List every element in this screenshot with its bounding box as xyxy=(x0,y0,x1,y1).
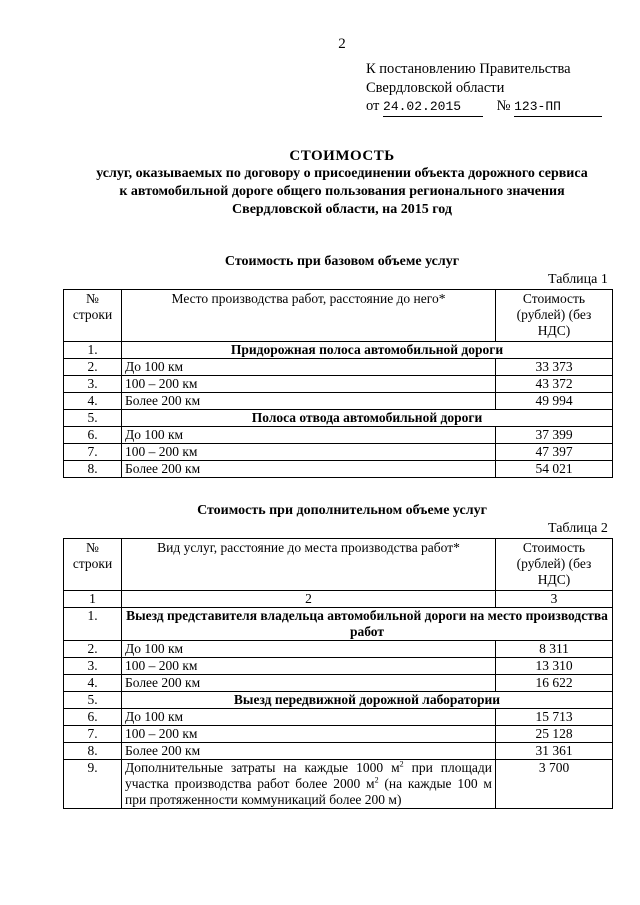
section-row xyxy=(64,342,613,359)
table-row xyxy=(64,359,613,376)
document-title xyxy=(52,148,632,219)
row-name: До 100 км xyxy=(122,427,496,444)
row9-text-b: при площади участка производства работ более 2000 м xyxy=(125,760,492,791)
row-value: 8 311 xyxy=(496,641,613,658)
section-title: Придорожная полоса автомобильной дороги xyxy=(122,342,613,359)
table-row xyxy=(64,760,613,809)
table-row xyxy=(64,658,613,675)
row-number: 3. xyxy=(64,376,122,393)
section-row xyxy=(64,410,613,427)
t2-index-1: 1 xyxy=(64,591,122,608)
section-title: Выезд передвижной дорожной лаборатории xyxy=(122,692,613,709)
section-title: Выезд представителя владельца автомобильной дороги на место производства работ xyxy=(122,608,613,641)
title-line-2: к автомобильной дороге общего пользования регионального значения xyxy=(119,184,565,199)
table2-label: Таблица 2 xyxy=(548,521,608,536)
row-name: Более 200 км xyxy=(122,675,496,692)
row-value: 13 310 xyxy=(496,658,613,675)
section-title: Полоса отвода автомобильной дороги xyxy=(122,410,613,427)
row-name: Более 200 км xyxy=(122,743,496,760)
row-name: 100 – 200 км xyxy=(122,376,496,393)
table-row xyxy=(64,427,613,444)
row-value: 33 373 xyxy=(496,359,613,376)
row-name: Более 200 км xyxy=(122,461,496,478)
row-number: 1. xyxy=(64,608,122,641)
section-row xyxy=(64,608,613,641)
row9-sup-b: 2 xyxy=(374,775,379,785)
title-line-3: Свердловской области, на 2015 год xyxy=(232,202,452,217)
table-row xyxy=(64,376,613,393)
table-row xyxy=(64,709,613,726)
row-number: 6. xyxy=(64,427,122,444)
row9-text-a: Дополнительные затраты на каждые 1000 м xyxy=(125,760,400,775)
address-line-1: К постановлению Правительства xyxy=(366,61,571,77)
row-value: 25 128 xyxy=(496,726,613,743)
title-line-1: услуг, оказываемых по договору о присоединении объекта дорожного сервиса xyxy=(96,166,588,181)
row-name: 100 – 200 км xyxy=(122,658,496,675)
row-name: 100 – 200 км xyxy=(122,444,496,461)
from-label: от xyxy=(366,98,380,114)
t2-head-service: Вид услуг, расстояние до места производства работ* xyxy=(122,539,496,591)
row-number: 4. xyxy=(64,675,122,692)
row-value: 3 700 xyxy=(496,760,613,809)
t2-index-3: 3 xyxy=(496,591,613,608)
resolution-number: 123-ПП xyxy=(514,97,602,117)
row-number: 7. xyxy=(64,444,122,461)
page-number: 2 xyxy=(338,36,346,52)
t2-head-number: № строки xyxy=(64,539,122,591)
table-2 xyxy=(63,538,613,809)
row-number: 2. xyxy=(64,641,122,658)
row-number: 6. xyxy=(64,709,122,726)
row-value: 49 994 xyxy=(496,393,613,410)
row-name: До 100 км xyxy=(122,709,496,726)
row-number: 5. xyxy=(64,692,122,709)
title-main: СТОИМОСТЬ xyxy=(289,148,395,164)
row-value: 16 622 xyxy=(496,675,613,692)
t1-head-cost: Стоимость (рублей) (без НДС) xyxy=(496,290,613,342)
row-value: 37 399 xyxy=(496,427,613,444)
table-row xyxy=(64,675,613,692)
t2-head-cost: Стоимость (рублей) (без НДС) xyxy=(496,539,613,591)
row-name: 100 – 200 км xyxy=(122,726,496,743)
row-number: 5. xyxy=(64,410,122,427)
row-name: До 100 км xyxy=(122,641,496,658)
address-line-2: Свердловской области xyxy=(366,80,505,96)
row-value: 54 021 xyxy=(496,461,613,478)
row-number: 2. xyxy=(64,359,122,376)
table-row xyxy=(64,461,613,478)
row-number: 8. xyxy=(64,743,122,760)
table-row xyxy=(64,743,613,760)
row-name: Более 200 км xyxy=(122,393,496,410)
row-name: До 100 км xyxy=(122,359,496,376)
table-row xyxy=(64,444,613,461)
row-value: 43 372 xyxy=(496,376,613,393)
row-name xyxy=(122,760,496,809)
section-row xyxy=(64,692,613,709)
row-number: 9. xyxy=(64,760,122,809)
row-number: 8. xyxy=(64,461,122,478)
table-row xyxy=(64,393,613,410)
t1-head-number: № строки xyxy=(64,290,122,342)
row9-sup-a: 2 xyxy=(399,759,404,769)
table-1 xyxy=(63,289,613,478)
resolution-date: 24.02.2015 xyxy=(383,97,483,117)
row-number: 7. xyxy=(64,726,122,743)
table-row xyxy=(64,641,613,658)
address-line-3 xyxy=(366,97,602,117)
t1-head-place: Место производства работ, расстояние до него* xyxy=(122,290,496,342)
row-value: 47 397 xyxy=(496,444,613,461)
row-number: 3. xyxy=(64,658,122,675)
table1-label: Таблица 1 xyxy=(548,272,608,287)
table1-heading: Стоимость при базовом объеме услуг xyxy=(224,254,460,269)
t2-index-2: 2 xyxy=(122,591,496,608)
row9-text-c: (на каждые 100 м при протяженности коммуникаций более 200 м) xyxy=(125,776,492,807)
row-number: 4. xyxy=(64,393,122,410)
number-label: № xyxy=(496,98,511,114)
table2-heading: Стоимость при дополнительном объеме услуг xyxy=(197,503,487,518)
table-row xyxy=(64,726,613,743)
row-number: 1. xyxy=(64,342,122,359)
row-value: 15 713 xyxy=(496,709,613,726)
row-value: 31 361 xyxy=(496,743,613,760)
